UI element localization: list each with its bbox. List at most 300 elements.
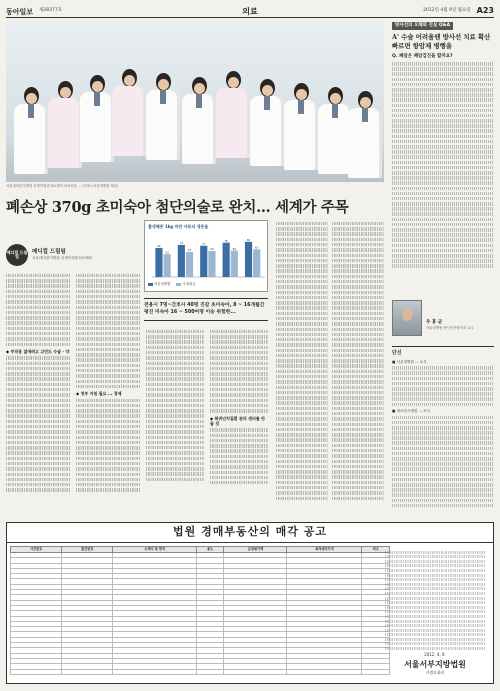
text-line bbox=[392, 218, 494, 222]
text-line bbox=[76, 420, 140, 423]
text-line bbox=[210, 428, 268, 431]
article-subhead: ◆ 부작용 없애려고 고민도 수술 · 약 bbox=[6, 348, 70, 354]
doctor-role: 서울대병원 방사선종양학과 교수 bbox=[426, 326, 475, 331]
text-line bbox=[392, 436, 494, 440]
text-line bbox=[146, 436, 204, 439]
text-line bbox=[6, 372, 70, 375]
text-line bbox=[332, 470, 384, 473]
text-line bbox=[76, 369, 140, 372]
text-line bbox=[76, 385, 140, 388]
text-line bbox=[276, 454, 328, 457]
text-line bbox=[146, 462, 204, 465]
text-line bbox=[332, 444, 384, 447]
notice-date: 2012. 4. 9. bbox=[424, 651, 446, 657]
text-line bbox=[385, 647, 485, 650]
text-column bbox=[276, 220, 328, 502]
text-line bbox=[276, 438, 328, 441]
text-line bbox=[276, 465, 328, 468]
text-line bbox=[210, 465, 268, 468]
doctor-card bbox=[392, 300, 494, 336]
text-line bbox=[6, 467, 70, 470]
text-line bbox=[332, 449, 384, 452]
text-line bbox=[332, 465, 384, 468]
text-line bbox=[276, 407, 328, 410]
text-line bbox=[385, 551, 485, 554]
chart-legend bbox=[148, 282, 264, 287]
text-line bbox=[276, 238, 328, 241]
staff-figure bbox=[80, 75, 114, 162]
text-column bbox=[146, 328, 204, 483]
auction-table bbox=[10, 546, 390, 682]
staff-figure bbox=[48, 81, 82, 168]
text-line bbox=[392, 467, 494, 471]
text-line bbox=[210, 383, 268, 386]
text-line bbox=[332, 370, 384, 373]
text-line bbox=[146, 414, 204, 417]
text-line bbox=[76, 430, 140, 433]
masthead bbox=[6, 6, 494, 18]
chart-bar bbox=[200, 246, 207, 277]
text-line bbox=[76, 290, 140, 293]
text-line bbox=[276, 412, 328, 415]
survival-chart bbox=[144, 220, 268, 292]
legend-swatch bbox=[148, 283, 153, 286]
text-line bbox=[6, 462, 70, 465]
text-line bbox=[385, 564, 485, 567]
text-line bbox=[276, 328, 328, 331]
text-line bbox=[392, 197, 494, 201]
text-line bbox=[332, 475, 384, 478]
text-line bbox=[392, 98, 494, 102]
text-line bbox=[146, 399, 204, 402]
text-line bbox=[332, 460, 384, 463]
text-line bbox=[392, 140, 494, 144]
text-line bbox=[392, 462, 494, 466]
text-line bbox=[385, 615, 485, 618]
text-line bbox=[276, 333, 328, 336]
text-line bbox=[385, 569, 485, 572]
text-line bbox=[385, 633, 485, 636]
text-line bbox=[210, 340, 268, 343]
text-line bbox=[392, 228, 494, 232]
staff-figure bbox=[14, 87, 48, 174]
text-line bbox=[332, 317, 384, 320]
text-line bbox=[146, 404, 204, 407]
text-line bbox=[6, 311, 70, 314]
staff-figure bbox=[112, 69, 146, 156]
text-line bbox=[76, 436, 140, 439]
text-line bbox=[276, 370, 328, 373]
text-line bbox=[276, 428, 328, 431]
bar-value-label: 73 bbox=[179, 242, 183, 246]
text-line bbox=[332, 343, 384, 346]
section-badge: 메디컬 드림팀 bbox=[6, 244, 28, 266]
text-line bbox=[276, 481, 328, 484]
text-line bbox=[146, 351, 204, 354]
text-line bbox=[392, 233, 494, 237]
text-line bbox=[76, 483, 140, 486]
text-line bbox=[332, 375, 384, 378]
text-line bbox=[276, 386, 328, 389]
text-line bbox=[276, 401, 328, 404]
text-line bbox=[276, 254, 328, 257]
bar-value-label: 57 bbox=[187, 249, 192, 253]
text-line bbox=[76, 300, 140, 303]
text-line bbox=[276, 264, 328, 267]
text-line bbox=[76, 279, 140, 282]
text-line bbox=[392, 264, 494, 268]
text-line bbox=[210, 481, 268, 484]
bar-value-label: 78 bbox=[224, 240, 228, 244]
text-line bbox=[392, 488, 494, 492]
text-line bbox=[76, 311, 140, 314]
text-line bbox=[6, 327, 70, 330]
text-line bbox=[392, 187, 494, 191]
staff-figure bbox=[284, 83, 318, 170]
text-line bbox=[332, 285, 384, 288]
text-line bbox=[392, 238, 494, 242]
text-line bbox=[276, 312, 328, 315]
text-line bbox=[6, 300, 70, 303]
text-line bbox=[392, 377, 494, 381]
text-line bbox=[276, 259, 328, 262]
text-line bbox=[210, 455, 268, 458]
text-line bbox=[76, 358, 140, 361]
text-line bbox=[76, 353, 140, 356]
text-line bbox=[392, 150, 494, 154]
text-line bbox=[6, 356, 70, 359]
text-line bbox=[385, 606, 485, 609]
chart-bar bbox=[245, 242, 252, 277]
court-officer: 사법보좌관 bbox=[425, 669, 445, 675]
text-line bbox=[76, 457, 140, 460]
text-line bbox=[76, 374, 140, 377]
text-line bbox=[76, 348, 140, 351]
text-line bbox=[146, 377, 204, 380]
staff-figure bbox=[318, 87, 352, 174]
text-line bbox=[210, 388, 268, 391]
text-line bbox=[210, 346, 268, 349]
text-line bbox=[76, 306, 140, 309]
text-line bbox=[210, 476, 268, 479]
text-line bbox=[276, 460, 328, 463]
text-line bbox=[6, 483, 70, 486]
staff-figure bbox=[182, 77, 216, 164]
table-row bbox=[11, 669, 390, 674]
text-line bbox=[76, 399, 140, 402]
text-line bbox=[210, 356, 268, 359]
text-line bbox=[392, 249, 494, 253]
text-line bbox=[276, 338, 328, 341]
text-line bbox=[392, 171, 494, 175]
text-line bbox=[6, 274, 70, 277]
text-line bbox=[332, 364, 384, 367]
bar-value-label: 71 bbox=[202, 243, 206, 247]
text-line bbox=[392, 426, 494, 430]
text-line bbox=[76, 425, 140, 428]
text-line bbox=[6, 388, 70, 391]
text-line bbox=[332, 232, 384, 235]
text-line bbox=[210, 351, 268, 354]
doctor-name: 우 홍 균 bbox=[426, 320, 443, 325]
article-subhead: ◆ 희귀난치질환 관리 센터를 만들 것 bbox=[210, 415, 266, 426]
text-line bbox=[332, 264, 384, 267]
text-line bbox=[385, 624, 485, 627]
ad-notes bbox=[385, 549, 485, 652]
text-line bbox=[276, 275, 328, 278]
text-line bbox=[276, 475, 328, 478]
news-title: 단신 bbox=[392, 350, 402, 356]
text-line bbox=[332, 407, 384, 410]
text-line bbox=[76, 409, 140, 412]
text-line bbox=[392, 181, 494, 185]
text-line bbox=[332, 380, 384, 383]
text-line bbox=[210, 449, 268, 452]
text-line bbox=[6, 451, 70, 454]
team-photo bbox=[6, 22, 384, 182]
table-header: 소재지 및 면적 bbox=[113, 547, 196, 553]
text-column bbox=[332, 220, 384, 502]
text-line bbox=[76, 404, 140, 407]
publication-date: 2012년 4월 9일 월요일 bbox=[423, 8, 471, 14]
text-line bbox=[332, 391, 384, 394]
text-line bbox=[276, 423, 328, 426]
text-line bbox=[76, 478, 140, 481]
text-line bbox=[332, 497, 384, 500]
text-line bbox=[146, 335, 204, 338]
text-line bbox=[76, 441, 140, 444]
bar-value-label: 59 bbox=[210, 248, 214, 252]
text-line bbox=[6, 430, 70, 433]
text-line bbox=[210, 377, 268, 380]
text-line bbox=[6, 409, 70, 412]
text-line bbox=[385, 587, 485, 590]
table-header: 물건번호 bbox=[62, 547, 113, 553]
text-line bbox=[276, 380, 328, 383]
text-line bbox=[276, 444, 328, 447]
text-line bbox=[276, 491, 328, 494]
text-line bbox=[332, 328, 384, 331]
author-label: 메디컬 드림팀 bbox=[32, 248, 66, 255]
text-line bbox=[210, 362, 268, 365]
text-line bbox=[332, 359, 384, 362]
text-line bbox=[332, 259, 384, 262]
text-line bbox=[385, 555, 485, 558]
text-line bbox=[146, 356, 204, 359]
text-line bbox=[76, 488, 140, 491]
doctor-photo bbox=[392, 300, 422, 336]
text-line bbox=[385, 629, 485, 632]
text-line bbox=[332, 280, 384, 283]
table-header: 감정평가액 bbox=[224, 547, 287, 553]
text-line bbox=[146, 457, 204, 460]
text-line bbox=[392, 457, 494, 461]
text-line bbox=[276, 296, 328, 299]
text-line bbox=[392, 72, 494, 76]
text-line bbox=[146, 367, 204, 370]
text-line bbox=[76, 316, 140, 319]
author-affiliation: 서울대어린이병원 신생아집중치료센터 bbox=[32, 256, 93, 261]
text-line bbox=[146, 467, 204, 470]
text-line bbox=[210, 404, 268, 407]
text-line bbox=[332, 222, 384, 225]
text-line bbox=[385, 610, 485, 613]
text-line bbox=[6, 367, 70, 370]
text-line bbox=[392, 452, 494, 456]
text-line bbox=[392, 176, 494, 180]
text-line bbox=[392, 129, 494, 133]
text-line bbox=[385, 620, 485, 623]
text-line bbox=[392, 504, 494, 508]
text-line bbox=[332, 481, 384, 484]
text-line bbox=[392, 416, 494, 420]
chart-bar bbox=[253, 250, 260, 278]
text-line bbox=[392, 207, 494, 211]
news-item: ■ 세브란스병원 ... 소식 bbox=[392, 409, 431, 414]
court-signature bbox=[385, 652, 485, 675]
text-line bbox=[6, 383, 70, 386]
section-title: 의료 bbox=[242, 6, 258, 17]
text-line bbox=[332, 454, 384, 457]
pull-quote: 전용시 7명~간호사 40명 진갈 초미숙아, 8 ~ 16개월간 평진 미숙아 16 ~ 500여명 이송 위험한... bbox=[144, 298, 268, 321]
text-line bbox=[392, 135, 494, 139]
text-line bbox=[6, 377, 70, 380]
text-line bbox=[392, 202, 494, 206]
text-line bbox=[210, 444, 268, 447]
text-line bbox=[6, 399, 70, 402]
text-line bbox=[276, 232, 328, 235]
text-line bbox=[332, 291, 384, 294]
text-column bbox=[76, 272, 140, 494]
text-line bbox=[332, 333, 384, 336]
text-line bbox=[276, 396, 328, 399]
text-line bbox=[6, 436, 70, 439]
text-line bbox=[276, 306, 328, 309]
text-line bbox=[146, 446, 204, 449]
text-line bbox=[392, 254, 494, 258]
legend-swatch bbox=[176, 283, 181, 286]
text-column bbox=[210, 328, 268, 486]
text-line bbox=[6, 362, 70, 365]
text-line bbox=[276, 449, 328, 452]
chart-canvas bbox=[148, 231, 266, 281]
text-line bbox=[276, 433, 328, 436]
sidebar-kicker: 방사선의 오해와 진실 Q&A bbox=[392, 22, 453, 30]
text-line bbox=[76, 343, 140, 346]
text-line bbox=[6, 284, 70, 287]
text-line bbox=[392, 493, 494, 497]
chart-bar bbox=[231, 251, 238, 277]
text-line bbox=[76, 380, 140, 383]
text-line bbox=[332, 386, 384, 389]
text-line bbox=[392, 161, 494, 165]
text-line bbox=[76, 364, 140, 367]
headline: 폐손상 370g 초미숙아 첨단의술로 완치… 세계가 주목 bbox=[6, 199, 349, 216]
text-line bbox=[392, 421, 494, 425]
text-line bbox=[276, 343, 328, 346]
text-line bbox=[392, 155, 494, 159]
text-line bbox=[6, 332, 70, 335]
text-line bbox=[146, 430, 204, 433]
text-line bbox=[76, 462, 140, 465]
text-line bbox=[392, 431, 494, 435]
text-line bbox=[146, 383, 204, 386]
text-line bbox=[76, 321, 140, 324]
text-line bbox=[76, 332, 140, 335]
text-line bbox=[276, 322, 328, 325]
table-header: 최저매각가격 bbox=[287, 547, 362, 553]
text-line bbox=[146, 340, 204, 343]
text-line bbox=[6, 425, 70, 428]
text-line bbox=[210, 471, 268, 474]
text-line bbox=[6, 279, 70, 282]
text-line bbox=[276, 359, 328, 362]
chart-bar bbox=[178, 245, 185, 277]
text-line bbox=[332, 428, 384, 431]
text-line bbox=[332, 296, 384, 299]
text-line bbox=[332, 243, 384, 246]
text-line bbox=[210, 393, 268, 396]
court-name: 서울서부지방법원 bbox=[404, 659, 466, 670]
text-line bbox=[392, 483, 494, 487]
text-line bbox=[332, 269, 384, 272]
text-line bbox=[276, 285, 328, 288]
photo-caption: 서울대어린이병원 신생아집중치료센터 의료진들 ... (사진=서울대병원 제공) bbox=[6, 184, 119, 188]
text-line bbox=[392, 447, 494, 451]
text-line bbox=[332, 438, 384, 441]
text-line bbox=[276, 248, 328, 251]
text-line bbox=[6, 393, 70, 396]
text-line bbox=[392, 244, 494, 248]
text-line bbox=[276, 417, 328, 420]
text-line bbox=[392, 259, 494, 263]
text-line bbox=[392, 83, 494, 87]
text-line bbox=[76, 337, 140, 340]
text-line bbox=[146, 425, 204, 428]
text-line bbox=[6, 420, 70, 423]
chart-title: 출생체중 1kg 미만 아동의 생존율 bbox=[148, 224, 209, 229]
text-line bbox=[332, 412, 384, 415]
text-line bbox=[276, 391, 328, 394]
text-line bbox=[392, 88, 494, 92]
text-line bbox=[332, 248, 384, 251]
text-line bbox=[6, 295, 70, 298]
text-line bbox=[76, 274, 140, 277]
text-line bbox=[76, 414, 140, 417]
text-line bbox=[276, 375, 328, 378]
text-line bbox=[392, 114, 494, 118]
text-line bbox=[276, 222, 328, 225]
text-line bbox=[276, 280, 328, 283]
text-line bbox=[332, 349, 384, 352]
text-line bbox=[392, 104, 494, 108]
article-subhead: ◆ 정부 지원 필요 ... 경제 bbox=[76, 391, 122, 397]
text-line bbox=[392, 392, 494, 396]
text-line bbox=[332, 312, 384, 315]
text-line bbox=[210, 409, 268, 412]
text-line bbox=[146, 346, 204, 349]
author-box bbox=[6, 244, 116, 266]
text-line bbox=[392, 441, 494, 445]
text-line bbox=[146, 472, 204, 475]
text-line bbox=[392, 397, 494, 401]
sidebar-title: A' 수술 어려울땐 방사선 치료 확산 빠르면 항암제 병행을 bbox=[392, 33, 491, 50]
text-line bbox=[146, 372, 204, 375]
text-line bbox=[385, 583, 485, 586]
text-line bbox=[6, 316, 70, 319]
text-line bbox=[385, 642, 485, 645]
text-line bbox=[276, 227, 328, 230]
